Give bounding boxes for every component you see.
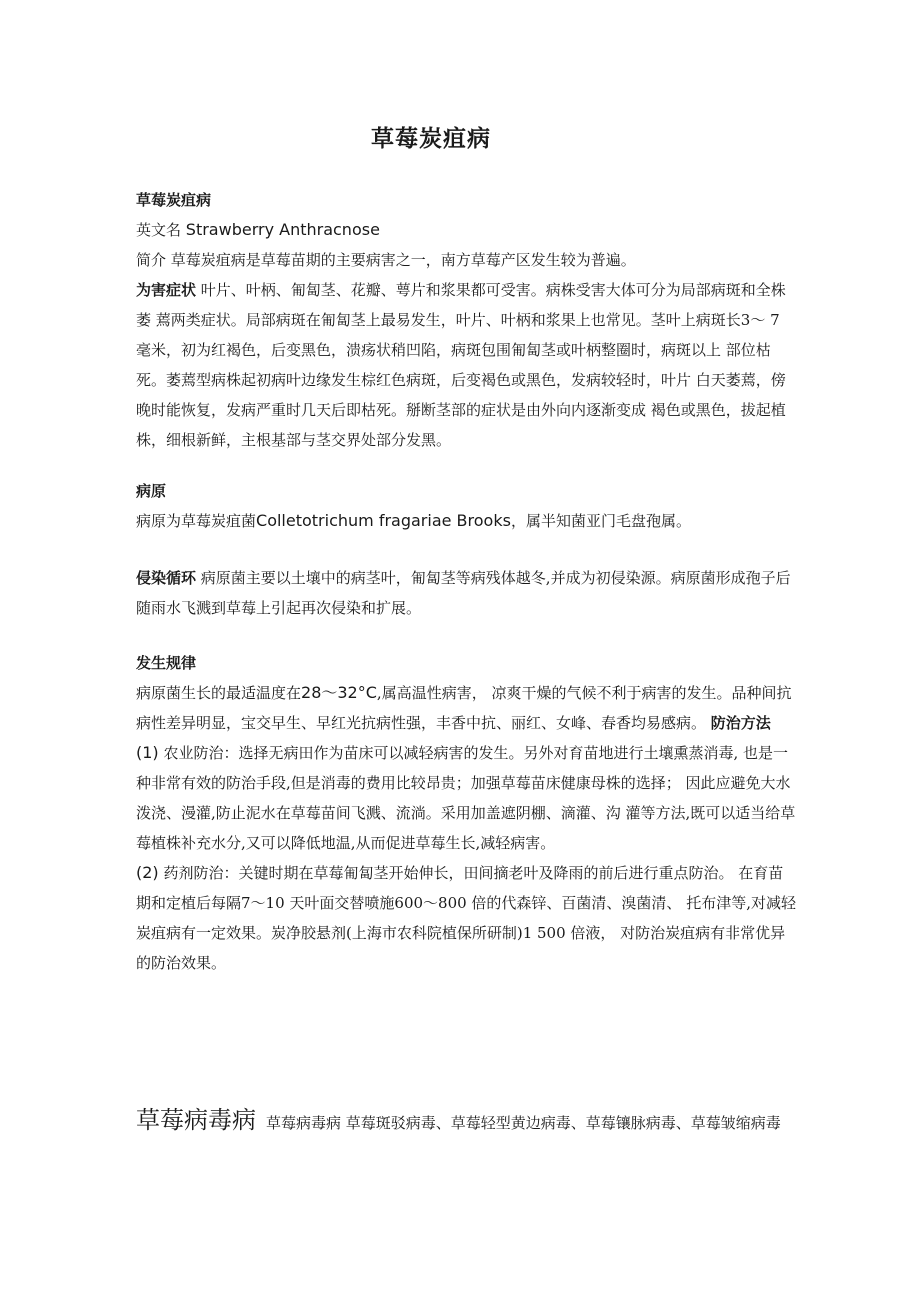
virus-text: 草莓病毒病 草莓斑驳病毒、草莓轻型黄边病毒、草莓镶脉病毒、草莓皱缩病毒 bbox=[266, 1114, 781, 1132]
symptom-text: 叶片、叶柄、匍匐茎、花瓣、萼片和浆果都可受害。病株受害大体可分为局部病斑和全株萎 蔫两类症状。局部病斑在匍匐茎上最易发生，叶片、叶柄和浆果上也常见。茎叶上病斑长3～ 7 毫米，初为红褐色，后变黑色，溃疡状稍凹陷，病斑包围匍匐茎或叶柄整圈时，病斑以上 部位枯死。萎蔫型病株起初病叶边缘发生棕红色病斑，后变褐色或黑色，发病较轻时，叶片 白天萎蔫，傍晚时能恢复，发病严重时几天后即枯死。掰断茎部的症状是由外向内逐渐变成 褐色或黑色，拔起植株，细根新鲜，主根基部与茎交界处部分发黑。 bbox=[136, 281, 786, 449]
control-item-1 bbox=[136, 738, 796, 858]
symptom-paragraph bbox=[136, 275, 796, 455]
intro-line bbox=[136, 245, 796, 275]
occurrence-text-after: ,属高温性病害， 凉爽干燥的气候不利于病害的发生。品种间抗病性差异明显，宝交早生、早红光抗病性强，丰香中抗、丽红、女峰、春香均易感病。 bbox=[136, 684, 792, 732]
control-item-2 bbox=[136, 858, 796, 978]
occurrence-temp: 28～32°C bbox=[301, 683, 377, 702]
occurrence-heading: 发生规律 bbox=[136, 654, 197, 672]
section-virus bbox=[136, 1105, 796, 1138]
control-item-1-text: 农业防治：选择无病田作为苗床可以减轻病害的发生。另外对育苗地进行土壤熏蒸消毒, 也是一种非常有效的防治手段,但是消毒的费用比较昂贵；加强草莓苗床健康母株的选择； 因此应避免大水泼浇、漫灌,防止泥水在草莓苗间飞溅、流淌。采用加盖遮阴棚、滴灌、沟 灌等方法,既可以适当给草莓植株补充水分,又可以降低地温,从而促进草莓生长,减轻病害。 bbox=[136, 744, 796, 852]
virus-heading: 草莓病毒病 bbox=[136, 1106, 256, 1134]
pathogen-heading: 病原 bbox=[136, 482, 167, 500]
occurrence-text-before: 病原菌生长的最适温度在 bbox=[136, 684, 302, 702]
control-item-2-num: (2) bbox=[136, 863, 159, 882]
pathogen-paragraph bbox=[136, 506, 796, 536]
control-item-2-text: 药剂防治：关键时期在草莓匍匐茎开始伸长，田间摘老叶及降雨的前后进行重点防治。 在育苗期和定植后每隔7～10 天叶面交替喷施600～800 倍的代森锌、百菌清、溴菌清、 托布津等,对减轻炭疽病有一定效果。炭净胶悬剂(上海市农科院植保所研制)1 500 倍液， 对防治炭疽病有非常优异的防治效果。 bbox=[136, 864, 796, 972]
english-name-value: Strawberry Anthracnose bbox=[185, 220, 380, 239]
virus-paragraph bbox=[136, 1105, 796, 1138]
section-heading: 草莓炭疽病 bbox=[136, 191, 212, 209]
english-name-line bbox=[136, 215, 796, 245]
control-heading: 防治方法 bbox=[710, 714, 771, 732]
pathogen-text-after: ，属半知菌亚门毛盘孢属。 bbox=[510, 512, 691, 530]
symptom-label: 为害症状 bbox=[136, 281, 197, 299]
control-item-1-num: (1) bbox=[136, 743, 159, 762]
intro-text: 草莓炭疽病是草莓苗期的主要病害之一，南方草莓产区发生较为普遍。 bbox=[170, 251, 636, 269]
pathogen-latin-name: Colletotrichum fragariae Brooks bbox=[256, 511, 511, 530]
section-anthracnose bbox=[136, 185, 796, 455]
pathogen-text-before: 病原为草莓炭疽菌 bbox=[136, 512, 257, 530]
occurrence-paragraph bbox=[136, 678, 796, 738]
intro-label: 简介 bbox=[136, 251, 167, 269]
section-occurrence bbox=[136, 648, 796, 978]
english-name-label: 英文名 bbox=[136, 221, 182, 239]
infection-paragraph bbox=[136, 563, 796, 623]
section-pathogen bbox=[136, 476, 796, 536]
infection-heading: 侵染循环 bbox=[136, 569, 197, 587]
document-title: 草莓炭疽病 bbox=[371, 125, 491, 152]
infection-text: 病原菌主要以土壤中的病茎叶，匍匐茎等病残体越冬,并成为初侵染源。病原菌形成孢子后 随雨水飞溅到草莓上引起再次侵染和扩展。 bbox=[136, 569, 791, 617]
section-infection bbox=[136, 563, 796, 623]
